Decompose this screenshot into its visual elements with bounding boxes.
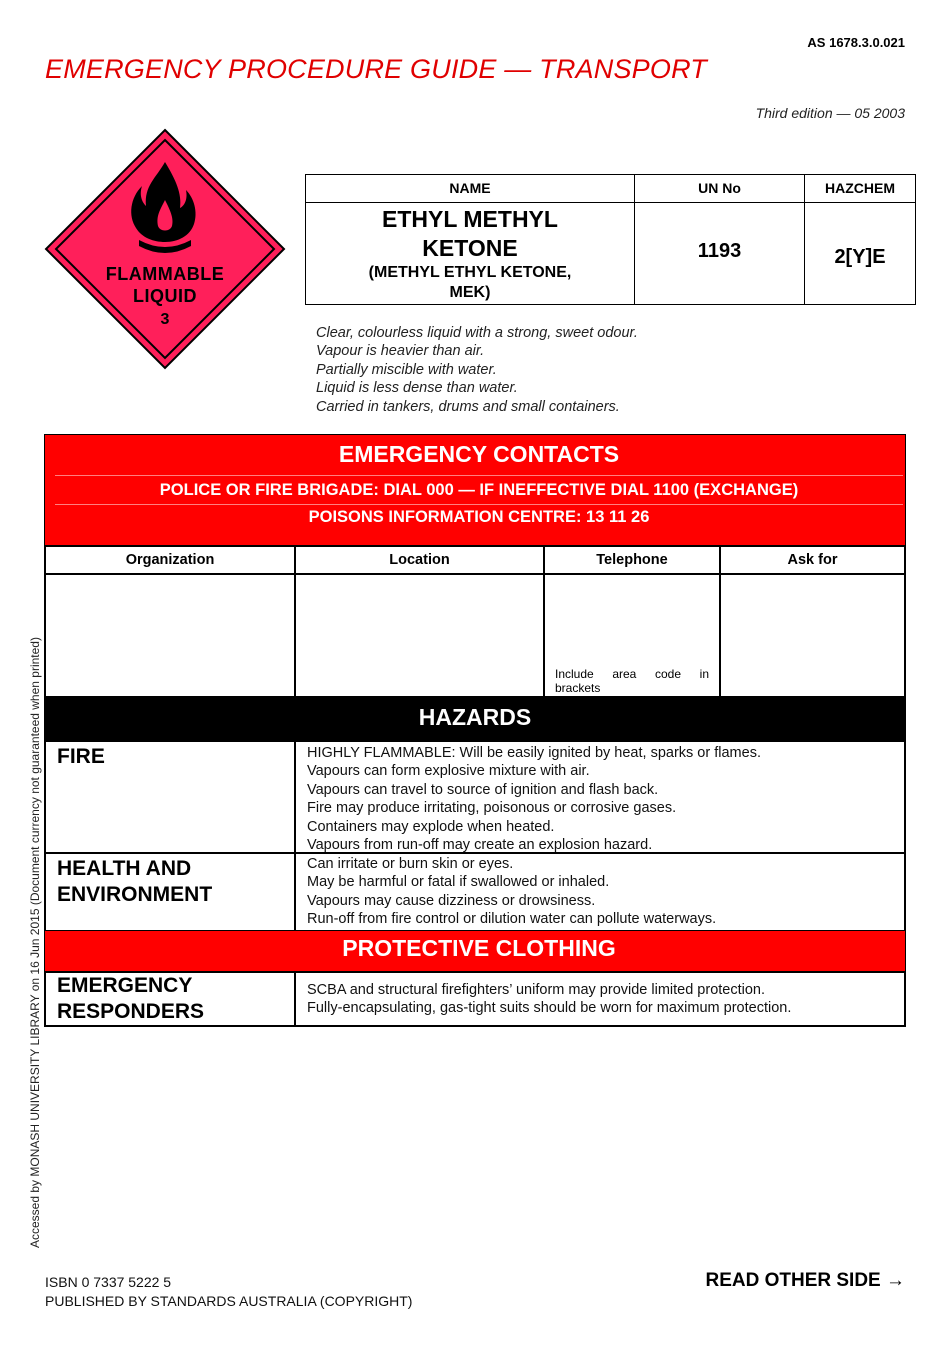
un-no-header: UN No <box>635 175 804 203</box>
responders-label-cell <box>46 973 294 1025</box>
hazchem-value: 2[Y]E <box>834 246 886 268</box>
read-other-side-label: READ OTHER SIDE → <box>705 1270 905 1291</box>
contacts-header-row <box>44 545 906 575</box>
organization-header: Organization <box>125 552 215 568</box>
telephone-note: Include area code in brackets <box>555 667 709 695</box>
chemical-name-line2: KETONE <box>422 235 518 261</box>
ask-for-cell[interactable] <box>719 575 904 696</box>
hazards-title: HAZARDS <box>418 704 532 730</box>
publication-info <box>45 1273 412 1311</box>
placard-diamond <box>44 128 286 370</box>
fire-hazard-row <box>44 740 906 854</box>
chemical-alt-name-line1: (METHYL ETHYL KETONE, <box>368 264 572 281</box>
placard-line2: LIQUID <box>133 286 197 306</box>
responders-text <box>294 973 904 1025</box>
placard-class-number: 3 <box>160 311 170 328</box>
health-hazard-line: Can irritate or burn skin or eyes. <box>307 856 514 872</box>
flammable-liquid-placard <box>44 128 286 370</box>
health-label-line1: HEALTH AND <box>57 857 192 880</box>
emergency-contacts-title: EMERGENCY CONTACTS <box>338 441 620 467</box>
emergency-contacts-band <box>44 434 906 547</box>
fire-hazard-line: Fire may produce irritating, poisonous or corrosive gases. <box>307 800 677 817</box>
protective-clothing-band <box>44 930 906 972</box>
procedure-frame <box>44 434 906 1028</box>
hazards-band <box>44 698 906 740</box>
health-label-line2: ENVIRONMENT <box>57 883 213 906</box>
hazchem-column <box>804 175 915 304</box>
fire-hazard-line: Vapours from run-off may create an explosion hazard. <box>307 837 653 854</box>
description-line: Clear, colourless liquid with a strong, sweet odour. <box>316 325 638 341</box>
telephone-header: Telephone <box>543 547 719 573</box>
chemical-description <box>316 324 638 416</box>
responders-label-line2: RESPONDERS <box>57 1000 205 1023</box>
fire-hazard-line: Vapours can travel to source of ignition and flash back. <box>307 781 659 798</box>
publisher-label: PUBLISHED BY STANDARDS AUSTRALIA (COPYRIGHT) <box>45 1293 413 1309</box>
hazchem-header: HAZCHEM <box>805 175 915 203</box>
placard-line1: FLAMMABLE <box>105 264 225 284</box>
responders-label-line1: EMERGENCY <box>57 974 193 997</box>
emergency-phone-line: POLICE OR FIRE BRIGADE: DIAL 000 — IF INEFFECTIVE DIAL 1100 (EXCHANGE) <box>55 475 903 504</box>
fire-label-cell <box>46 742 294 852</box>
description-line: Carried in tankers, drums and small containers. <box>316 398 620 415</box>
chemical-name-line1: ETHYL METHYL <box>382 206 558 232</box>
health-label-cell <box>46 854 294 930</box>
emergency-responders-row <box>44 971 906 1027</box>
chemical-alt-name-line2: MEK) <box>449 284 491 301</box>
responders-line: SCBA and structural firefighters’ uniform may provide limited protection. <box>307 982 766 998</box>
edition-label: Third edition — 05 2003 <box>755 105 905 121</box>
fire-hazard-text <box>294 742 904 852</box>
access-watermark-text: Accessed by MONASH UNIVERSITY LIBRARY on 16 Jun 2015 (Document currency not guaranteed when printed) <box>28 637 42 1248</box>
description-line: Partially miscible with water. <box>316 361 497 378</box>
health-hazard-text <box>294 854 904 930</box>
name-column <box>306 175 634 304</box>
description-line: Vapour is heavier than air. <box>316 343 485 360</box>
ask-for-header: Ask for <box>719 547 904 573</box>
standard-number: AS 1678.3.0.021 <box>807 35 905 50</box>
un-no-column <box>634 175 804 304</box>
chemical-name-table <box>305 174 916 305</box>
health-hazard-line: Vapours may cause dizziness or drowsiness. <box>307 892 596 909</box>
fire-hazard-line: Containers may explode when heated. <box>307 818 555 835</box>
organization-cell[interactable] <box>46 575 294 696</box>
fire-label: FIRE <box>57 745 105 768</box>
contacts-entry-row <box>44 573 906 698</box>
location-cell[interactable] <box>294 575 543 696</box>
fire-hazard-line: HIGHLY FLAMMABLE: Will be easily ignited by heat, sparks or flames. <box>307 745 761 761</box>
fire-hazard-line: Vapours can form explosive mixture with air. <box>307 763 590 780</box>
description-line: Liquid is less dense than water. <box>316 380 518 397</box>
protective-clothing-title: PROTECTIVE CLOTHING <box>342 935 616 961</box>
location-header: Location <box>294 547 543 573</box>
page-title: EMERGENCY PROCEDURE GUIDE — TRANSPORT <box>45 54 707 84</box>
responders-line: Fully-encapsulating, gas-tight suits should be worn for maximum protection. <box>307 1000 792 1017</box>
name-header: NAME <box>306 175 634 203</box>
telephone-cell[interactable] <box>543 575 719 696</box>
isbn-label: ISBN 0 7337 5222 5 <box>45 1274 172 1290</box>
poisons-centre-line: POISONS INFORMATION CENTRE: 13 11 26 <box>55 504 903 529</box>
health-hazard-line: Run-off from fire control or dilution water can pollute waterways. <box>307 911 717 928</box>
health-hazard-row <box>44 852 906 932</box>
un-no-value: 1193 <box>697 240 742 262</box>
health-hazard-line: May be harmful or fatal if swallowed or inhaled. <box>307 874 610 891</box>
